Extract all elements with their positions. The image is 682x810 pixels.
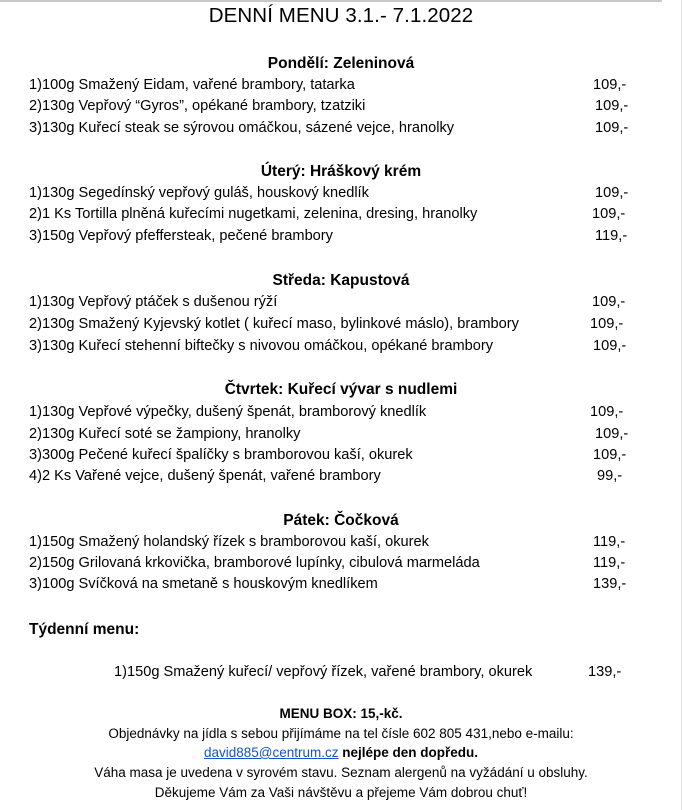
menu-item: 1)100g Smažený Eidam, vařené brambory, tatarka <box>29 77 355 93</box>
menu-item: 4)2 Ks Vařené vejce, dušený špenát, vařené brambory <box>29 468 381 484</box>
menu-item: 1)130g Vepřové výpečky, dušený špenát, bramborový knedlík <box>29 404 427 420</box>
menu-item-price: 119,- <box>595 228 628 244</box>
menu-item: 2)130g Vepřový “Gyros”, opékané brambory, tzatziki <box>29 98 366 114</box>
day-heading-thursday: Čtvrtek: Kuřecí vývar s nudlemi <box>224 381 458 398</box>
menu-item-price: 109,- <box>593 447 627 463</box>
menu-item: 2)130g Kuřecí soté se žampiony, hranolky <box>29 426 301 442</box>
email-link[interactable]: david885@centrum.cz <box>203 745 339 760</box>
menu-item: 3)130g Kuřecí stehenní biftečky s nivovou omáčkou, opékané brambory <box>29 338 494 354</box>
menu-item-price: 99,- <box>597 468 623 484</box>
day-heading-friday: Pátek: Čočková <box>283 512 399 529</box>
page-title: DENNÍ MENU 3.1.- 7.1.2022 <box>208 4 474 27</box>
weekly-menu-heading: Týdenní menu: <box>29 621 140 638</box>
email-line <box>0 745 682 760</box>
thanks-note: Děkujeme Vám za Vaši návštěvu a přejeme Vám dobrou chuť! <box>154 785 528 800</box>
menu-box-note: MENU BOX: 15,-kč. <box>279 706 403 721</box>
menu-item-price: 109,- <box>595 185 629 201</box>
menu-item-price: 109,- <box>592 206 626 222</box>
menu-item: 3)150g Vepřový pfeffersteak, pečené brambory <box>29 228 333 244</box>
day-heading-tuesday: Úterý: Hráškový krém <box>260 163 422 180</box>
menu-item-price: 109,- <box>590 316 624 332</box>
menu-item-price: 119,- <box>593 555 626 571</box>
menu-item-price: 109,- <box>595 426 629 442</box>
menu-item-price: 109,- <box>593 77 627 93</box>
menu-item-price: 109,- <box>592 294 626 310</box>
menu-item: 2)1 Ks Tortilla plněná kuřecími nugetkami, zelenina, dresing, hranolky <box>29 206 478 222</box>
menu-item: 2)150g Grilovaná krkovička, bramborové lupínky, cibulová marmeláda <box>29 555 480 571</box>
day-heading-monday: Pondělí: Zeleninová <box>267 55 415 72</box>
menu-item: 3)100g Svíčková na smetaně s houskovým knedlíkem <box>29 576 378 592</box>
menu-item: 1)130g Segedínský vepřový guláš, houskový knedlík <box>29 185 369 201</box>
menu-item-price: 139,- <box>593 576 627 592</box>
menu-item-price: 109,- <box>595 98 629 114</box>
weekly-menu-item-price: 139,- <box>588 664 622 680</box>
menu-item: 1)150g Smažený holandský řízek s bramborovou kaší, okurek <box>29 534 429 550</box>
email-suffix: nejlépe den dopředu. <box>338 745 479 760</box>
menu-item: 1)130g Vepřový ptáček s dušenou rýží <box>29 294 278 310</box>
menu-item-price: 119,- <box>593 534 626 550</box>
menu-item: 3)130g Kuřecí steak se sýrovou omáčkou, sázené vejce, hranolky <box>29 120 455 136</box>
menu-item-price: 109,- <box>593 338 627 354</box>
allergens-note: Váha masa je uvedena v syrovém stavu. Seznam alergenů na vyžádání u obsluhy. <box>94 765 588 780</box>
top-rule <box>0 0 662 2</box>
day-heading-wednesday: Středa: Kapustová <box>272 272 410 289</box>
orders-note: Objednávky na jídla s sebou přijímáme na tel čísle 602 805 431,nebo e-mailu: <box>108 726 574 741</box>
menu-item-price: 109,- <box>595 120 629 136</box>
weekly-menu-item: 1)150g Smažený kuřecí/ vepřový řízek, vařené brambory, okurek <box>114 664 533 680</box>
menu-item: 2)130g Smažený Kyjevský kotlet ( kuřecí maso, bylinkové máslo), brambory <box>29 316 519 332</box>
menu-item-price: 109,- <box>590 404 624 420</box>
menu-item: 3)300g Pečené kuřecí špalíčky s bramborovou kaší, okurek <box>29 447 413 463</box>
